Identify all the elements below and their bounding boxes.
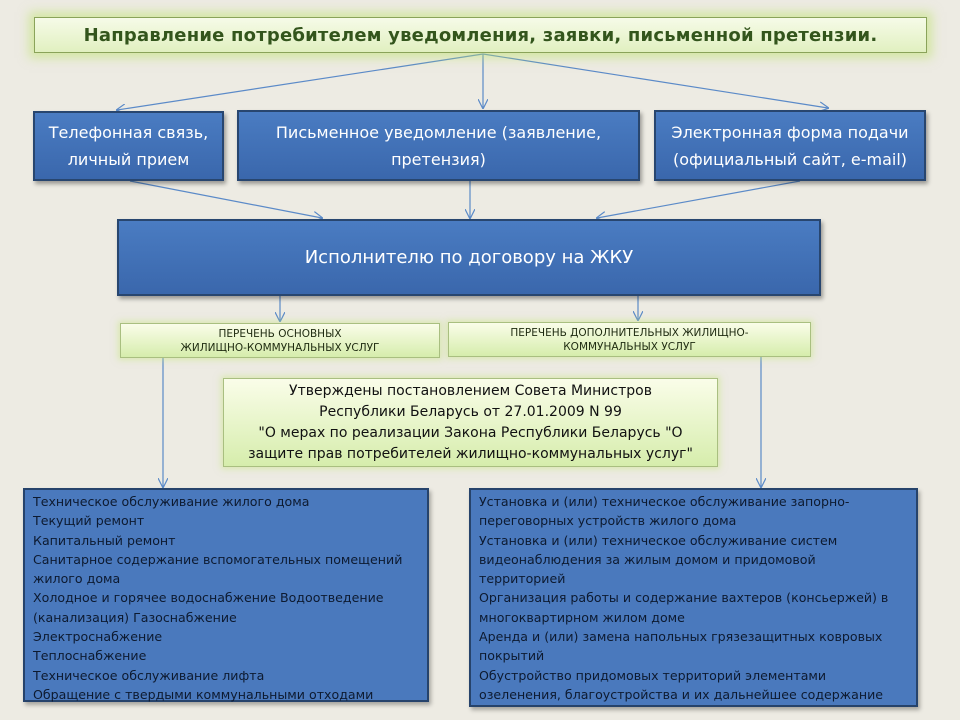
resolution-box — [223, 378, 718, 467]
channel-written-label: Письменное уведомление (заявление, претензия) — [275, 122, 602, 169]
list-item: Аренда и (или) замена напольных грязезащитных ковровых покрытий — [479, 629, 883, 664]
list-item: Текущий ремонт — [33, 513, 145, 529]
basic-services-header — [120, 323, 440, 358]
channel-phone-label: Телефонная связь, личный прием — [48, 123, 209, 169]
channel-electronic-label: Электронная форма подачи (официальный сайт, e-mail) — [671, 122, 909, 169]
additional-services-header-label: ПЕРЕЧЕНЬ ДОПОЛНИТЕЛЬНЫХ ЖИЛИЩНО- КОММУНАЛЬНЫХ УСЛУГ — [510, 326, 749, 353]
list-item: Капитальный ремонт — [33, 532, 176, 548]
page-title: Направление потребителем уведомления, заявки, письменной претензии. — [34, 17, 927, 53]
channel-electronic-box — [654, 110, 926, 181]
additional-services-header — [448, 322, 811, 357]
arrow-title-to-electronic — [483, 54, 828, 108]
arrow-electronic-to-executor — [597, 181, 800, 218]
executor-box — [117, 219, 821, 296]
arrow-phone-to-executor — [130, 181, 322, 218]
list-item: Теплоснабжение — [33, 648, 147, 664]
executor-label: Исполнителю по договору на ЖКУ — [304, 247, 634, 268]
list-item: Обращение с твердыми коммунальными отходами — [33, 686, 374, 702]
arrow-title-to-phone — [117, 54, 483, 110]
channel-phone-box — [33, 111, 224, 181]
basic-services-list — [23, 488, 429, 702]
list-item: Установка и (или) техническое обслуживание запорно- переговорных устройств жилого дома — [479, 494, 850, 529]
basic-services-header-label: ПЕРЕЧЕНЬ ОСНОВНЫХ ЖИЛИЩНО-КОММУНАЛЬНЫХ УСЛУГ — [180, 327, 380, 354]
list-item: Холодное и горячее водоснабжение Водоотведение (канализация) Газоснабжение — [33, 590, 384, 625]
list-item: Техническое обслуживание жилого дома — [33, 494, 310, 509]
additional-services-list — [469, 488, 918, 707]
list-item: Электроснабжение — [33, 629, 163, 645]
list-item: Организация работы и содержание вахтеров (консьержей) в многоквартирном жилом доме — [479, 590, 889, 625]
list-item: Санитарное содержание вспомогательных помещений жилого дома — [33, 551, 403, 587]
resolution-text: Утверждены постановлением Совета Министров Республики Беларусь от 27.01.2009 N 99 "О мерах по реализации Закона Республики Беларусь "О защите прав потребителей жилищно-коммунальных услуг" — [248, 382, 693, 462]
list-item: Установка и (или) техническое обслуживание систем видеонаблюдения за жилым домом и придомовой территорией — [479, 532, 838, 587]
list-item: Обустройство придомовых территорий элементами озеленения, благоустройства и их дальнейшее содержание — [479, 667, 884, 702]
channel-written-box — [237, 110, 640, 181]
list-item: Техническое обслуживание лифта — [33, 667, 265, 683]
